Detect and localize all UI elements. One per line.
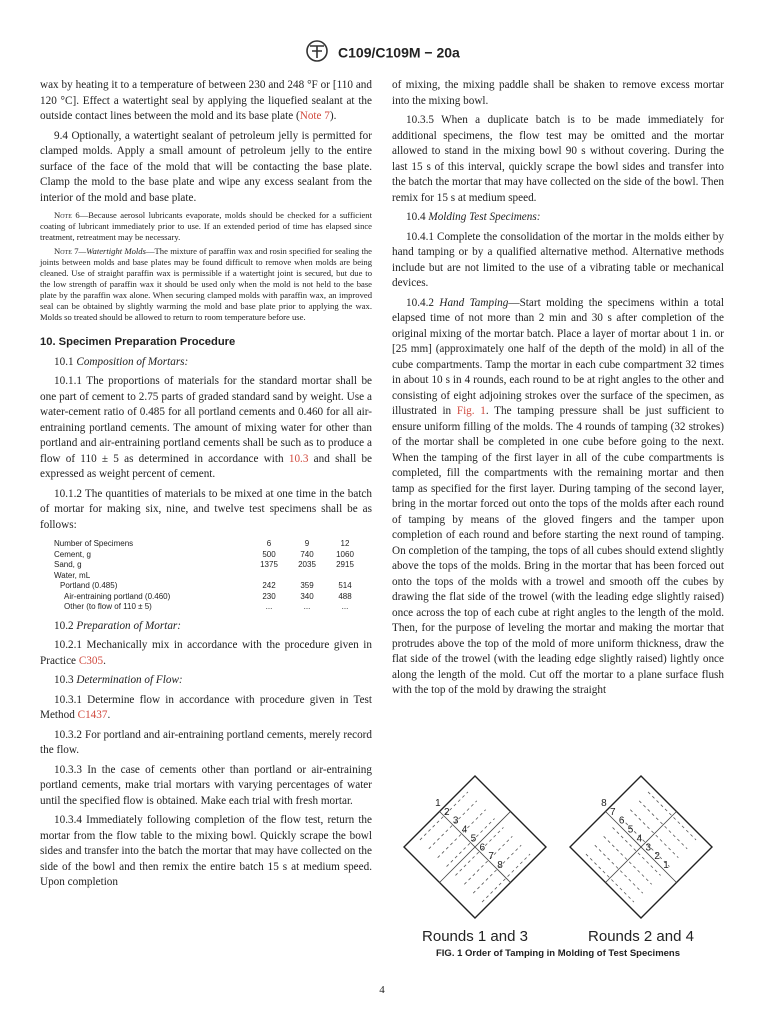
table-row-label: Portland (0.485) xyxy=(60,581,118,590)
table-cell: 242 xyxy=(262,581,276,590)
stroke-number: 2 xyxy=(654,851,660,863)
table-cell: 359 xyxy=(300,581,314,590)
table-cell: 6 xyxy=(266,539,272,548)
mix-proportions-table xyxy=(54,539,364,613)
right-column xyxy=(392,78,724,703)
paragraph-continued-right: of mixing, the mixing paddle shall be shaken to remove excess mortar into the mixing bowl. xyxy=(392,79,724,107)
paragraph-10-1-2: 10.1.2 The quantities of materials to be mixed at one time in the batch of mortar for making six, nine, and twelve test specimens shall be as follows: xyxy=(40,487,372,531)
paragraph-10-4-1: 10.4.1 Complete the consolidation of the mortar in the molds either by hand tamping or by a qualified alternative method. Alternative methods include but are not limited to the use of a vibrating table or mechanical devices. xyxy=(392,230,724,289)
table-row-label: Sand, g xyxy=(54,560,82,569)
table-cell xyxy=(326,571,364,582)
paragraph-10-3-5: 10.3.5 When a duplicate batch is to be made immediately for additional specimens, the flow test may be omitted and the mortar allowed to stand in the mixing bowl 90 s without covering. During the last 15 s of this interval, quickly scrape the bowl sides and transfer into the batch the mortar that may have collected on the side of the bowl. Then remix for 15 s at medium speed. xyxy=(392,114,724,204)
paragraph-10-3-1: 10.3.1 Determine flow in accordance with procedure given in Test Method C1437. xyxy=(40,693,372,721)
stroke-number: 8 xyxy=(601,797,607,809)
left-column xyxy=(40,78,372,895)
table-row xyxy=(54,539,364,550)
table-cell: 2915 xyxy=(336,560,354,569)
stroke-number: 4 xyxy=(461,824,468,836)
table-row xyxy=(54,550,364,561)
paragraph-10-3-4: 10.3.4 Immediately following completion of the flow test, return the mortar from the flow table to the mixing bowl. Quickly scrape the bowl sides and transfer into the batch the mortar that may have collected on the side of the bowl and then remix the entire batch 15 s at medium speed. Upon completion xyxy=(40,814,372,888)
paragraph-10-4-2: 10.4.2 Hand Tamping—Start molding the specimens within a total elapsed time of not more than 2 min and 30 s after completion of the original mixing of the mortar batch. Place a layer of mortar about 1 in. or [25 mm] (approximately one half of the depth of the mold) in all of the cube compartments. Tamp the mortar in each cube compartment 32 times in about 10 s in 4 rounds, each round to be at right angles to the other and consisting of eight adjoining strokes over the surface of the specimen, as illustrated in Fig. 1. The tamping pressure shall be just sufficient to ensure uniform filling of the molds. The 4 rounds of tamping (32 strokes) of the mortar shall be completed in one cube before going to the next. When the tamping of the first layer in all of the cube compartments is completed, fill the compartments with the remaining mortar and then tamp as specified for the first layer. During tamping of the second layer, bring in the mortar forced out onto the tops of the molds after each round of tamping by means of the gloved fingers and the tamper upon completion of each round and before starting the next round of tamping. On completion of the tamping, the tops of all cubes should extend slightly above the tops of the molds. Bring in the mortar that has been forced out onto the tops of the molds with a trowel and smooth off the cubes by drawing the flat side of the trowel (with the leading edge slightly raised) once across the top of each cube at right angles to the length of the mold. Then, for the purpose of leveling the mortar and making the mortar that protrudes above the top of the mold of more uniform thickness, draw the flat side of the trowel (with the leading edge slightly raised) lightly once along the length of the mold. Cut off the mortar to a plane surface flush with the top of the mold by drawing the straight xyxy=(392,296,725,696)
fig-1-link[interactable]: Fig. 1 xyxy=(456,405,486,417)
stroke-number: 1 xyxy=(435,797,441,809)
stroke-number: 8 xyxy=(497,860,503,872)
stroke-number: 1 xyxy=(663,860,669,872)
paragraph-10-4: 10.4 Molding Test Specimens: xyxy=(406,211,541,223)
table-row-label: Other (to flow of 110 ± 5) xyxy=(64,602,152,611)
paragraph-continued: wax by heating it to a temperature of between 230 and 248 °F or [110 and 120 °C]. Effect a watertight seal by applying the liquefied sealant at the outside contact lines between the mold and its base plate (Note 7). xyxy=(40,79,372,122)
section-10-3-link[interactable]: 10.3 xyxy=(288,452,309,465)
table-cell: 514 xyxy=(338,581,352,590)
table-cell: 340 xyxy=(300,591,314,601)
paragraph-10-2-1: 10.2.1 Mechanically mix in accordance with the procedure given in Practice C305. xyxy=(40,639,372,667)
c305-link[interactable]: C305 xyxy=(78,654,104,667)
paragraph-9-4: 9.4 Optionally, a watertight sealant of petroleum jelly is permitted for clamped molds. Apply a small amount of petroleum jelly to the entire surface of the face of the mold that will be contacting the base plate. Clamp the mold to the base plate and wipe any excess sealant from the interior of the mold and base plate. xyxy=(40,129,372,204)
paragraph-10-3-2: 10.3.2 For portland and air-entraining portland cements, merely record the flow. xyxy=(40,728,372,756)
table-cell xyxy=(288,571,326,582)
c1437-link[interactable]: C1437 xyxy=(77,709,108,721)
table-cell: ... xyxy=(303,602,311,611)
rounds-2-4-caption: Rounds 2 and 4 xyxy=(588,928,694,945)
astm-logo-icon xyxy=(304,40,330,65)
table-cell: ... xyxy=(265,602,273,611)
table-row-label: Number of Specimens xyxy=(54,539,134,548)
table-row xyxy=(54,571,364,582)
right-diamond xyxy=(570,776,712,918)
table-cell: 500 xyxy=(262,549,276,559)
table-row-label: Cement, g xyxy=(54,549,91,559)
table-cell: 740 xyxy=(300,549,314,559)
table-cell: 230 xyxy=(262,591,276,601)
stroke-number: 3 xyxy=(452,815,459,827)
paragraph-10-3: 10.3 Determination of Flow: xyxy=(54,674,183,686)
table-row xyxy=(54,602,364,613)
table-cell: 1375 xyxy=(260,560,278,569)
note-7: Note 7—Watertight Molds—The mixture of paraffin wax and rosin specified for sealing the joints between molds and base plates may be found difficult to remove when molds are being cleaned. Use of straight paraffin wax is permissible if a watertight joint is secured, but due to the low strength of paraffin wax it should be used only when the mold is not held to the base plate by the paraffin wax alone. When securing clamped molds with paraffin wax, an improved seal can be obtained by slightly warming the mold and base plate prior to applying the wax. Molds so treated should be allowed to return to room temperature before use. xyxy=(40,246,372,322)
table-cell xyxy=(250,571,288,582)
table-row xyxy=(54,592,364,603)
table-row xyxy=(54,560,364,571)
left-diamond xyxy=(404,776,546,918)
stroke-number: 7 xyxy=(610,806,616,818)
table-cell: ... xyxy=(341,602,349,611)
stroke-number: 3 xyxy=(645,842,652,854)
page-header xyxy=(0,40,764,65)
paragraph-10-1: 10.1 Composition of Mortars: xyxy=(54,355,189,368)
page-number: 4 xyxy=(379,984,385,996)
stroke-number: 7 xyxy=(488,851,494,863)
table-cell: 488 xyxy=(338,591,352,601)
table-cell: 2035 xyxy=(298,560,316,569)
table-row xyxy=(54,581,364,592)
tamping-diagram xyxy=(392,772,724,922)
table-row-label: Air-entraining portland (0.460) xyxy=(64,591,171,601)
table-cell: 12 xyxy=(340,539,350,548)
standard-designation: C109/C109M − 20a xyxy=(338,44,460,61)
table-cell: 1060 xyxy=(336,549,354,559)
table-row-label: Water, mL xyxy=(54,570,91,580)
stroke-number: 6 xyxy=(479,842,486,854)
note-7-link[interactable]: Note 7 xyxy=(299,110,330,122)
stroke-number: 5 xyxy=(627,824,634,836)
figure-1 xyxy=(392,772,724,972)
stroke-number: 2 xyxy=(444,806,450,818)
stroke-number: 5 xyxy=(470,833,477,845)
note-6: Note 6—Because aerosol lubricants evaporate, molds should be checked for a sufficient coating of lubricant immediately prior to use. If an extended period of time has elapsed since treatment, retreatment may be necessary. xyxy=(40,210,372,242)
paragraph-10-3-3: 10.3.3 In the case of cements other than portland or air-entraining portland cements, make trial mortars with varying percentages of water until the specified flow is obtained. Make each trial with fresh mortar. xyxy=(40,763,372,807)
stroke-number: 6 xyxy=(618,815,625,827)
paragraph-10-2: 10.2 Preparation of Mortar: xyxy=(54,619,181,632)
figure-caption: FIG. 1 Order of Tamping in Molding of Test Specimens xyxy=(435,948,681,959)
table-cell: 9 xyxy=(304,539,310,548)
rounds-1-3-caption: Rounds 1 and 3 xyxy=(422,928,528,945)
section-10-heading: 10. Specimen Preparation Procedure xyxy=(40,336,236,348)
stroke-number: 4 xyxy=(636,833,643,845)
paragraph-10-1-1: 10.1.1 The proportions of materials for the standard mortar shall be one part of cement to 2.75 parts of graded standard sand by weight. Use a water-cement ratio of 0.485 for all portland cements and 0.460 for all air-entraining portland cements. The amount of mixing water for other than portland and air-entraining portland cements shall be such as to produce a flow of 110 ± 5 as determined in accordance with 10.3 and shall be expressed as weight percent of cement. xyxy=(40,375,372,480)
